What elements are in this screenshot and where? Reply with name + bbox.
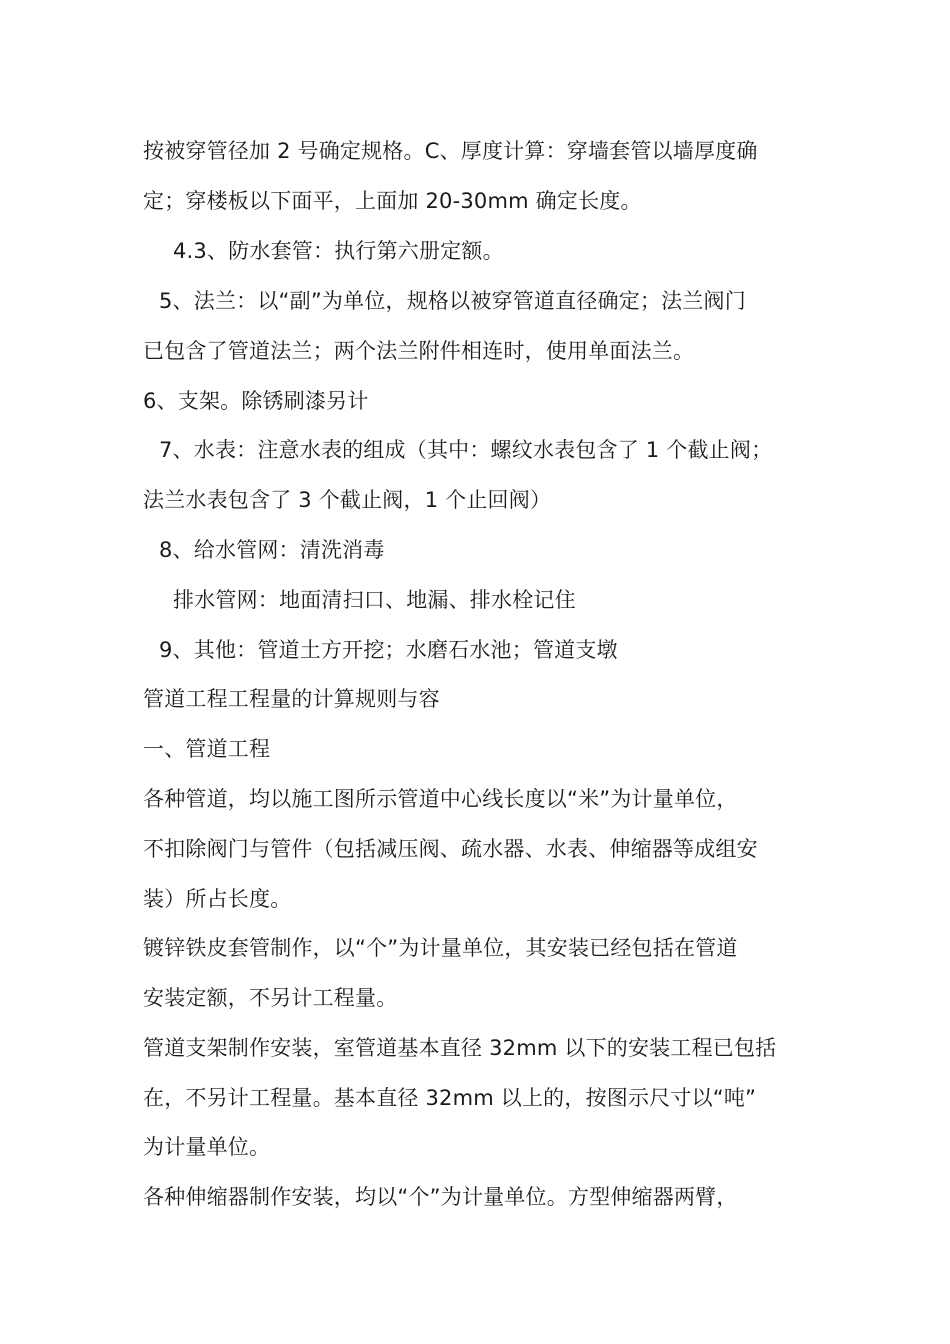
text-line-1: 按被穿管径加 2 号确定规格。C、厚度计算：穿墙套管以墙厚度确 [143,139,758,163]
text-line-20: 在，不另计工程量。基本直径 32mm 以上的，按图示尺寸以“吨” [143,1086,757,1110]
text-line-15: 不扣除阀门与管件（包括减压阀、疏水器、水表、伸缩器等成组安 [143,837,758,861]
text-line-3: 4.3、防水套管：执行第六册定额。 [173,239,504,263]
text-line-4: 5、法兰：以“副”为单位，规格以被穿管道直径确定；法兰阀门 [159,289,746,313]
text-line-11: 9、其他：管道土方开挖；水磨石水池；管道支墩 [159,638,618,662]
text-line-21: 为计量单位。 [143,1135,271,1159]
text-line-9: 8、给水管网：清洗消毒 [159,538,385,562]
text-line-2: 定；穿楼板以下面平，上面加 20-30mm 确定长度。 [143,189,642,213]
text-line-17: 镀锌铁皮套管制作，以“个”为计量单位，其安装已经包括在管道 [143,936,738,960]
text-line-6: 6、支架。除锈刷漆另计 [143,389,369,413]
text-line-5: 已包含了管道法兰；两个法兰附件相连时，使用单面法兰。 [143,339,695,363]
text-line-18: 安装定额，不另计工程量。 [143,986,398,1010]
text-line-22: 各种伸缩器制作安装，均以“个”为计量单位。方型伸缩器两臂， [143,1185,738,1209]
text-line-16: 装）所占长度。 [143,887,292,911]
text-line-14: 各种管道，均以施工图所示管道中心线长度以“米”为计量单位， [143,787,738,811]
text-line-10: 排水管网：地面清扫口、地漏、排水栓记住 [173,588,576,612]
text-line-19: 管道支架制作安装，室管道基本直径 32mm 以下的安装工程已包括 [143,1036,777,1060]
subsection-heading: 一、管道工程 [143,737,271,761]
section-heading: 管道工程工程量的计算规则与容 [143,687,440,711]
text-line-8: 法兰水表包含了 3 个截止阀，1 个止回阀） [143,488,552,512]
text-line-7: 7、水表：注意水表的组成（其中：螺纹水表包含了 1 个截止阀； [159,438,773,462]
